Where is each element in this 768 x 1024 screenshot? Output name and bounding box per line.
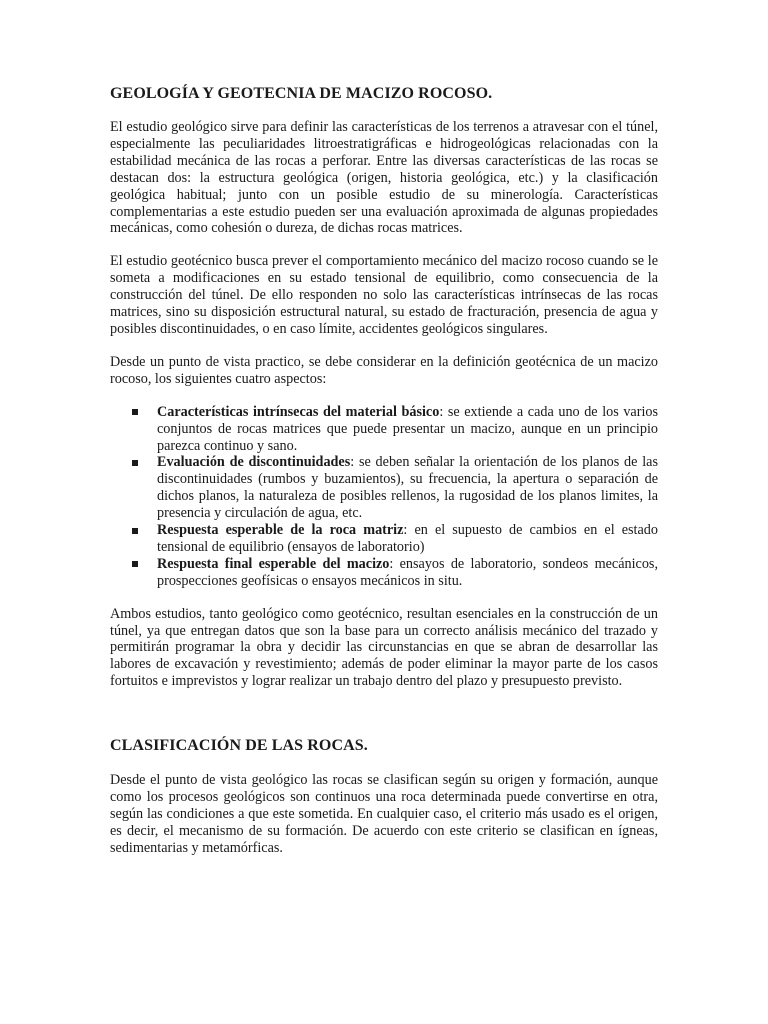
square-bullet-icon bbox=[132, 561, 138, 567]
section-heading-geologia: GEOLOGÍA Y GEOTECNIA DE MACIZO ROCOSO. bbox=[110, 85, 493, 102]
paragraph-punto-de-vista: Desde un punto de vista practico, se debe considerar en la definición geotécnica de un macizo rocoso, los siguientes cuatro aspectos: bbox=[110, 353, 658, 387]
paragraph-ambos-estudios: Ambos estudios, tanto geológico como geotécnico, resultan esenciales en la construcción de un túnel, ya que entregan datos que son la base para un correcto análisis mecánico del trazado y permitirán programar la obra y decidir las circunstancias en que se abran de desarrollar las labores de excavación y revestimiento; además de poder eliminar la mayor parte de los casos fortuitos e imprevistos y lograr realizar un trabajo dentro del plazo y presupuesto previsto. bbox=[110, 605, 658, 690]
list-item-term: Respuesta final esperable del macizo bbox=[157, 555, 390, 572]
list-item-term: Evaluación de discontinuidades bbox=[157, 454, 351, 471]
square-bullet-icon bbox=[132, 409, 138, 415]
section-heading-clasificacion: CLASIFICACIÓN DE LAS ROCAS. bbox=[110, 737, 368, 755]
list-item bbox=[110, 404, 658, 455]
list-item-term: Características intrínsecas del material básico bbox=[157, 403, 440, 420]
list-item bbox=[110, 522, 658, 556]
aspects-list bbox=[110, 404, 658, 590]
paragraph-clasificacion: Desde el punto de vista geológico las rocas se clasifican según su origen y formación, aunque como los procesos geológicos son continuos una roca determinada puede convertirse en otra, según las condiciones a que este sometida. En cualquier caso, el criterio más usado es el origen, es decir, el mecanismo de su formación. De acuerdo con este criterio se clasifican en ígneas, sedimentarias y metamórficas. bbox=[110, 772, 658, 856]
paragraph-estudio-geologico: El estudio geológico sirve para definir las características de los terrenos a atravesar con el túnel, especialmente las peculiaridades litroestratigráficas e hidrogeológicas relacionadas con la estabilidad mecánica de las rocas a perforar. Entre las diversas características de las rocas se destacan dos: la estructura geológica (origen, historia geológica, etc.) y la clasificación geológica habitual; junto con un posible estudio de su minerología. Características complementarias a este estudio pueden ser una evaluación aproximada de algunas propiedades mecánicas, como cohesión o dureza, de dichas rocas matrices. bbox=[110, 119, 658, 237]
square-bullet-icon bbox=[132, 460, 138, 466]
paragraph-estudio-geotecnico: El estudio geotécnico busca prever el comportamiento mecánico del macizo rocoso cuando se le someta a modificaciones en su estado tensional de equilibrio, como consecuencia de la construcción del túnel. De ello responden no solo las características intrínsecas de las rocas matrices, sino su disposición estructural natural, su estado de fracturación, presencia de agua y posibles discontinuidades, o en caso límite, accidentes geológicos singulares. bbox=[110, 253, 658, 337]
list-item bbox=[110, 556, 658, 590]
list-item-text: : en el supuesto de cambios en el estado tensional de equilibrio (ensayos de laboratorio) bbox=[157, 522, 658, 555]
list-item-term: Respuesta esperable de la roca matriz bbox=[157, 522, 404, 539]
list-item-text: : se extiende a cada uno de los varios conjuntos de rocas matrices que puede presentar un macizo, aunque en un principio parezca continuo y sano. bbox=[157, 403, 659, 454]
square-bullet-icon bbox=[132, 528, 138, 534]
document-page bbox=[110, 84, 658, 873]
list-item-text: : ensayos de laboratorio, sondeos mecánicos, prospecciones geofísicas o ensayos mecánicos in situ. bbox=[157, 555, 658, 589]
list-item-text: : se deben señalar la orientación de los planos de las discontinuidades (rumbos y buzamientos), su frecuencia, la apertura o separación de dichos planos, la naturaleza de posibles rellenos, la rugosidad de los planos limites, la presencia y circulación de agua, etc. bbox=[157, 454, 658, 522]
list-item bbox=[110, 454, 658, 522]
